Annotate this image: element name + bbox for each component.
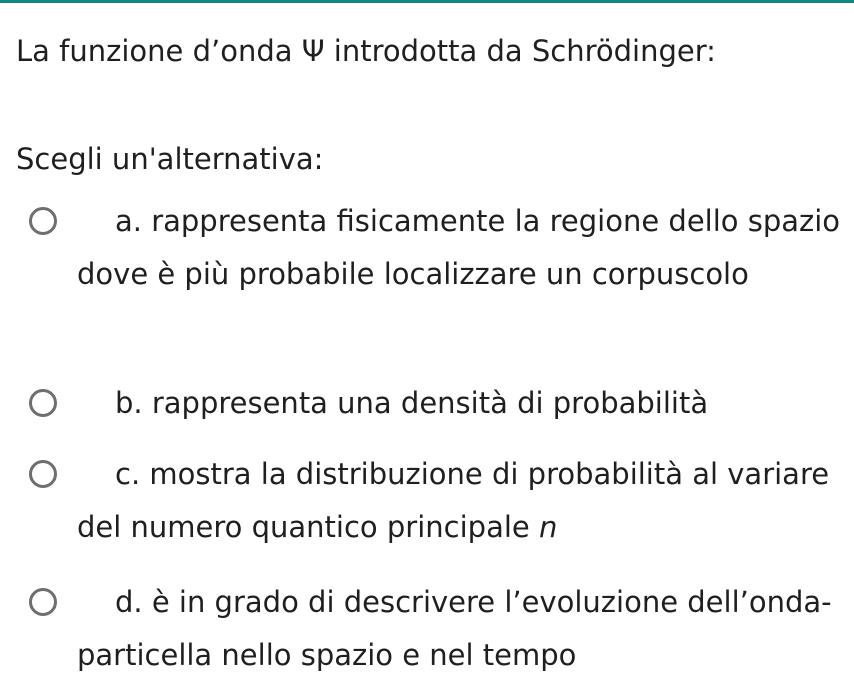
quantum-number-symbol: n	[538, 510, 558, 544]
radio-button-a[interactable]	[29, 207, 57, 235]
radio-button-c[interactable]	[29, 460, 57, 488]
option-d-label[interactable]: d. è in grado di descrivere l’evoluzione dell’onda-particella nello spazio e nel tempo	[77, 585, 832, 672]
answer-prompt: Scegli un'alternativa:	[16, 142, 324, 176]
radio-button-b[interactable]	[29, 389, 57, 417]
option-b-label[interactable]: b. rappresenta una densità di probabilità	[115, 386, 709, 420]
question-text: La funzione d’onda Ψ introdotta da Schrödinger:	[16, 34, 716, 68]
top-divider	[0, 0, 854, 3]
radio-button-d[interactable]	[29, 588, 57, 616]
option-c-label[interactable]: c. mostra la distribuzione di probabilità al variare del numero quantico principale n	[77, 457, 830, 544]
option-a-label[interactable]: a. rappresenta fisicamente la regione dello spazio dove è più probabile localizzare un corpuscolo	[77, 204, 841, 291]
